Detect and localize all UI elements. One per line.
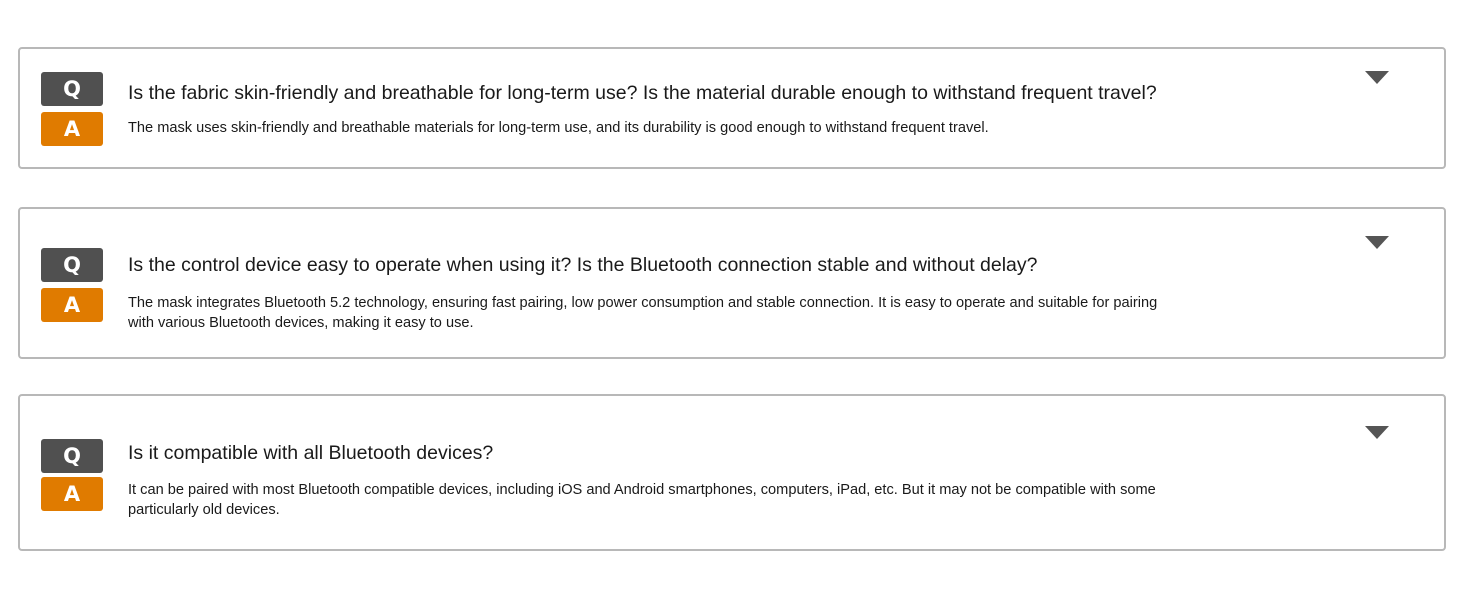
question-badge: Q bbox=[41, 439, 103, 473]
faq-answer: The mask uses skin-friendly and breathable materials for long-term use, and its durability is good enough to withstand frequent travel. bbox=[128, 120, 989, 136]
caret-down-icon[interactable] bbox=[1364, 424, 1390, 440]
answer-badge: A bbox=[41, 288, 103, 322]
faq-question: Is the fabric skin-friendly and breathable for long-term use? Is the material durable enough to withstand frequent travel? bbox=[128, 82, 1157, 104]
answer-badge: A bbox=[41, 477, 103, 511]
faq-question: Is the control device easy to operate when using it? Is the Bluetooth connection stable and without delay? bbox=[128, 254, 1038, 276]
question-badge: Q bbox=[41, 248, 103, 282]
faq-item[interactable] bbox=[18, 47, 1446, 169]
faq-question: Is it compatible with all Bluetooth devices? bbox=[128, 442, 494, 464]
answer-badge: A bbox=[41, 112, 103, 146]
caret-down-icon[interactable] bbox=[1364, 69, 1390, 85]
faq-item[interactable] bbox=[18, 207, 1446, 359]
faq-answer: The mask integrates Bluetooth 5.2 technology, ensuring fast pairing, low power consumption and stable connection. It is easy to operate and suitable for pairing with various Bluetooth devices, making it easy to use. bbox=[128, 295, 1158, 331]
faq-item[interactable] bbox=[18, 394, 1446, 551]
faq-answer: It can be paired with most Bluetooth compatible devices, including iOS and Android smartphones, computers, iPad, etc. But it may not be compatible with some particularly old devices. bbox=[128, 482, 1156, 518]
question-badge: Q bbox=[41, 72, 103, 106]
caret-down-icon[interactable] bbox=[1364, 234, 1390, 250]
